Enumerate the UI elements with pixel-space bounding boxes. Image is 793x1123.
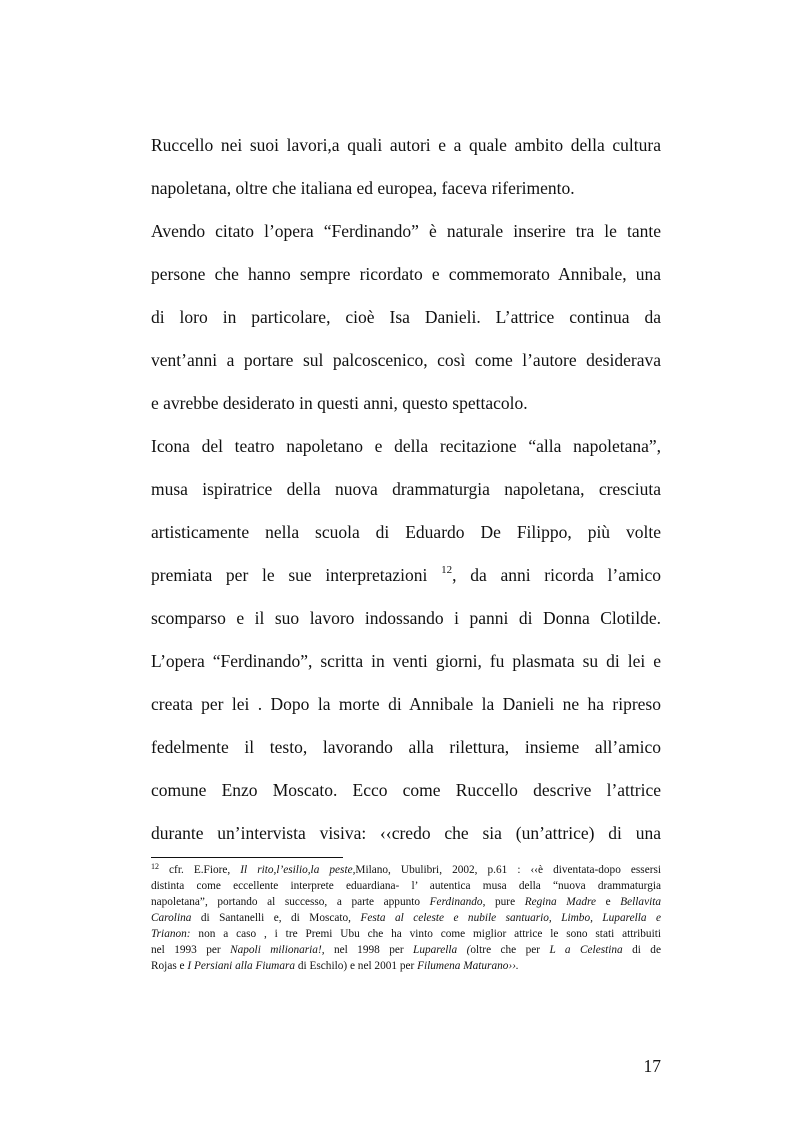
fn-italic: Carolina xyxy=(151,912,192,924)
fn-fragment: e xyxy=(596,896,621,908)
fn-italic: Trianon: xyxy=(151,928,191,940)
fn-fragment: di de xyxy=(622,944,661,956)
fn-fragment: di Santanelli e, di Moscato, xyxy=(191,912,361,924)
fn-italic: Bellavita xyxy=(620,896,662,908)
text-fragment: , da anni ricorda l’amico xyxy=(452,565,661,585)
text-line: musa ispiratrice della nuova drammaturgia napoletana, cresciuta xyxy=(151,479,661,499)
text-line: creata per lei . Dopo la morte di Annibale la Danieli ne ha ripreso xyxy=(151,694,661,714)
footnote-line: distinta come eccellente interprete eduardiana- l’ autentica musa della “nuova drammaturgia xyxy=(151,880,661,892)
footnote xyxy=(151,862,661,974)
fn-fragment: Milano, Ubulibri, 2002, p.61 : ‹‹è diventata-dopo essersi xyxy=(355,864,662,876)
text-line: fedelmente il testo, lavorando alla rilettura, insieme all’amico xyxy=(151,737,661,757)
footnote-reference[interactable]: 12 xyxy=(441,564,453,576)
fn-fragment: nel 1993 per xyxy=(151,944,231,956)
text-line: comune Enzo Moscato. Ecco come Ruccello descrive l’attrice xyxy=(151,780,661,800)
text-line-with-footnote-ref xyxy=(151,554,661,597)
footnote-separator xyxy=(151,857,343,858)
text-line: scomparso e il suo lavoro indossando i panni di Donna Clotilde. xyxy=(151,608,661,628)
footnote-line xyxy=(151,894,661,910)
footnote-number: 12 xyxy=(151,862,159,871)
footnote-line xyxy=(151,862,661,878)
fn-fragment: , pure xyxy=(482,896,525,908)
text-line: L’opera “Ferdinando”, scritta in venti giorni, fu plasmata su di lei e xyxy=(151,651,661,671)
text-line: e avrebbe desiderato in questi anni, questo spettacolo. xyxy=(151,393,528,413)
fn-italic: Festa al celeste e nubile santuario, Limbo, Luparella e xyxy=(360,912,661,924)
fn-italic: Ferdinando xyxy=(429,896,483,908)
fn-italic: I Persiani alla Fiumara xyxy=(187,960,296,972)
text-fragment: premiata per le sue interpretazioni xyxy=(151,565,428,585)
fn-italic: L a Celestina xyxy=(549,944,623,956)
text-line: Avendo citato l’opera “Ferdinando” è naturale inserire tra le tante xyxy=(151,221,661,241)
footnote-line xyxy=(151,958,661,974)
text-line: Ruccello nei suoi lavori,a quali autori e a quale ambito della cultura xyxy=(151,135,661,155)
text-line: durante un’intervista visiva: ‹‹credo che sia (un’attrice) di una xyxy=(151,823,661,843)
text-line: napoletana, oltre che italiana ed europea, faceva riferimento. xyxy=(151,178,575,198)
fn-fragment: di Eschilo) e nel 2001 per xyxy=(295,960,418,972)
page-number: 17 xyxy=(643,1056,661,1076)
fn-italic: Luparella ( xyxy=(413,944,471,956)
text-line: persone che hanno sempre ricordato e commemorato Annibale, una xyxy=(151,264,661,284)
fn-fragment: nel 1998 per xyxy=(324,944,414,956)
footnote-line xyxy=(151,926,661,942)
fn-italic: Filumena Maturano››. xyxy=(417,960,519,972)
body-text xyxy=(151,124,661,855)
text-line: artisticamente nella scuola di Eduardo De Filippo, più volte xyxy=(151,522,661,542)
footnote-line xyxy=(151,942,661,958)
footnote-line xyxy=(151,910,661,926)
fn-italic: Napoli milionaria!, xyxy=(230,944,325,956)
fn-italic: Il rito,l’esilio,la peste, xyxy=(240,864,356,876)
fn-fragment: Rojas e xyxy=(151,960,188,972)
fn-italic: Regina Madre xyxy=(524,896,596,908)
text-line: Icona del teatro napoletano e della recitazione “alla napoletana”, xyxy=(151,436,661,456)
fn-fragment: napoletana”, portando al successo, a parte appunto xyxy=(151,896,430,908)
fn-fragment: non a caso , i tre Premi Ubu che ha vinto come miglior attrice le sono stati attribuiti xyxy=(190,928,661,940)
fn-fragment: oltre che per xyxy=(470,944,550,956)
text-line: di loro in particolare, cioè Isa Danieli. L’attrice continua da xyxy=(151,307,661,327)
fn-fragment: cfr. E.Fiore, xyxy=(159,864,241,876)
text-line: vent’anni a portare sul palcoscenico, così come l’autore desiderava xyxy=(151,350,661,370)
